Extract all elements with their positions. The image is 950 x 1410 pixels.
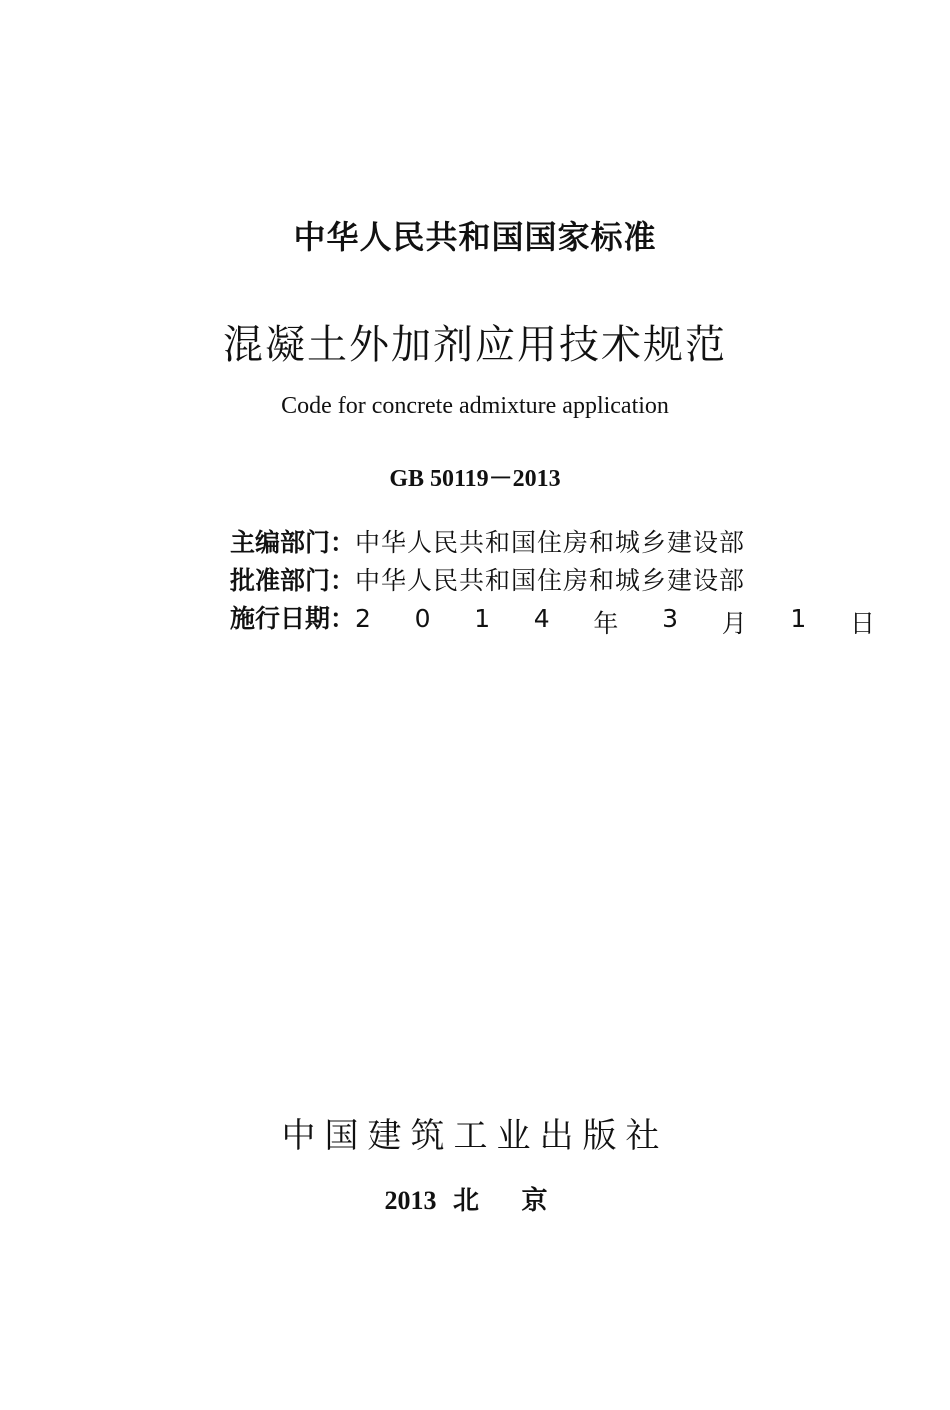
date-part: 1 [790,604,807,633]
date-part: 日 [849,609,875,638]
date-part: 2 [355,604,371,633]
document-title: 混凝土外加剂应用技术规范 [223,322,727,368]
standard-type-heading: 中华人民共和国国家标准 [293,218,657,256]
publication-city: 北 京 [452,1186,566,1215]
effective-date-label: 施行日期： [230,604,356,633]
date-part: 3 [662,604,678,633]
effective-date-row [230,599,875,637]
approver-label: 批准部门： [230,566,356,595]
editor-row [230,523,875,561]
effective-date-value [355,604,875,640]
publication-place [0,1180,950,1217]
date-part: 1 [474,604,491,633]
editor-label: 主编部门： [230,528,356,557]
publisher-name: 中国建筑工业出版社 [281,1116,669,1156]
date-part: 月 [721,609,747,638]
date-part: 年 [593,609,619,638]
english-title: Code for concrete admixture application [281,393,669,419]
approver-value: 中华人民共和国住房和城乡建设部 [355,566,746,595]
date-part: 0 [414,604,431,633]
date-part: 4 [533,604,550,633]
publication-year: 2013 [384,1186,437,1215]
editor-value: 中华人民共和国住房和城乡建设部 [355,528,746,557]
standard-code: GB 50119－2013 [389,466,561,492]
document-info [230,523,875,637]
approver-row [230,561,875,599]
